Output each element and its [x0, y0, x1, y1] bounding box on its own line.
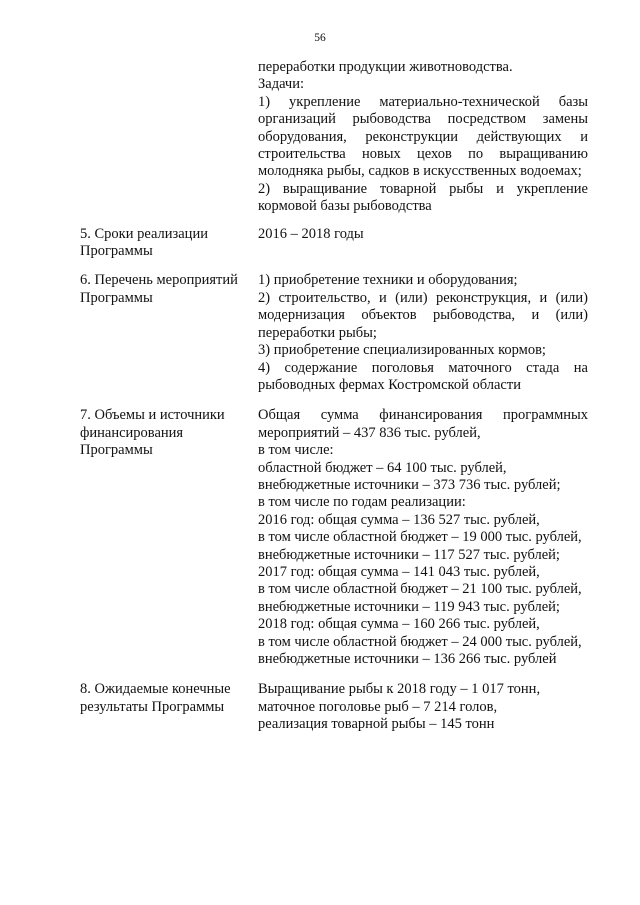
row-label: 8. Ожидаемые конечные результаты Программы [80, 681, 231, 715]
value-line: областной бюджет – 64 100 тыс. рублей, [258, 459, 507, 476]
value-line: 2) выращивание товарной рыбы и укрепление кормовой базы рыбоводства [258, 180, 588, 215]
table-row-results [80, 681, 588, 733]
value-line: 2017 год: общая сумма – 141 043 тыс. рублей, [258, 563, 540, 580]
value-line: 3) приобретение специализированных кормов; [258, 342, 546, 359]
table-row-continuation [80, 59, 588, 216]
value-line: 2) строительство, и (или) реконструкция, и (или) модернизация объектов рыбоводства, и (или) переработки рыбы; [258, 289, 588, 341]
row-value [258, 681, 588, 733]
value-line: внебюджетные источники – 136 266 тыс. рублей [258, 651, 557, 667]
value-line: 2016 год: общая сумма – 136 527 тыс. рублей, [258, 511, 540, 528]
table-row-funding [80, 407, 588, 668]
value-line: в том числе по годам реализации: [258, 494, 466, 511]
value-line: переработки продукции животноводства. [258, 59, 513, 75]
value-line: 2016 – 2018 годы [258, 225, 364, 242]
value-line: 1) приобретение техники и оборудования; [258, 272, 518, 289]
row-label: 7. Объемы и источники финансирования Программы [80, 407, 225, 459]
value-line: 1) укрепление материально-технической базы организаций рыбоводства посредством замены оборудования, реконструкции действующих и строительства новых цехов по выращиванию молодняка рыбы, садков в искусственных водоемах; [258, 93, 588, 180]
value-line: Выращивание рыбы к 2018 году – 1 017 тонн, [258, 681, 541, 698]
value-line: в том числе областной бюджет – 24 000 тыс. рублей, [258, 633, 582, 650]
value-line: в том числе: [258, 442, 334, 459]
value-line: Общая сумма финансирования программных мероприятий – 437 836 тыс. рублей, [258, 407, 588, 441]
table-row-terms [80, 226, 588, 261]
row-value [258, 407, 588, 668]
value-line: внебюджетные источники – 117 527 тыс. рублей; [258, 546, 560, 563]
value-line: Задачи: [258, 76, 305, 93]
table-row-activities [80, 272, 588, 394]
value-line: маточное поголовье рыб – 7 214 голов, [258, 698, 498, 715]
value-line: 2018 год: общая сумма – 160 266 тыс. рублей, [258, 616, 540, 633]
value-line: в том числе областной бюджет – 21 100 тыс. рублей, [258, 581, 582, 598]
value-line: 4) содержание поголовья маточного стада на рыбоводных фермах Костромской области [258, 359, 588, 393]
value-line: внебюджетные источники – 373 736 тыс. рублей; [258, 476, 561, 493]
row-label: 5. Сроки реализации Программы [80, 225, 208, 260]
row-value [258, 59, 588, 216]
value-line: реализация товарной рыбы – 145 тонн [258, 716, 495, 733]
page-number: 56 [314, 32, 326, 44]
passport-table [80, 59, 588, 734]
value-line: в том числе областной бюджет – 19 000 тыс. рублей, [258, 529, 582, 546]
row-label: 6. Перечень мероприятий Программы [80, 272, 238, 306]
value-line: внебюджетные источники – 119 943 тыс. рублей; [258, 598, 560, 615]
row-value [258, 272, 588, 394]
row-value [258, 226, 588, 243]
